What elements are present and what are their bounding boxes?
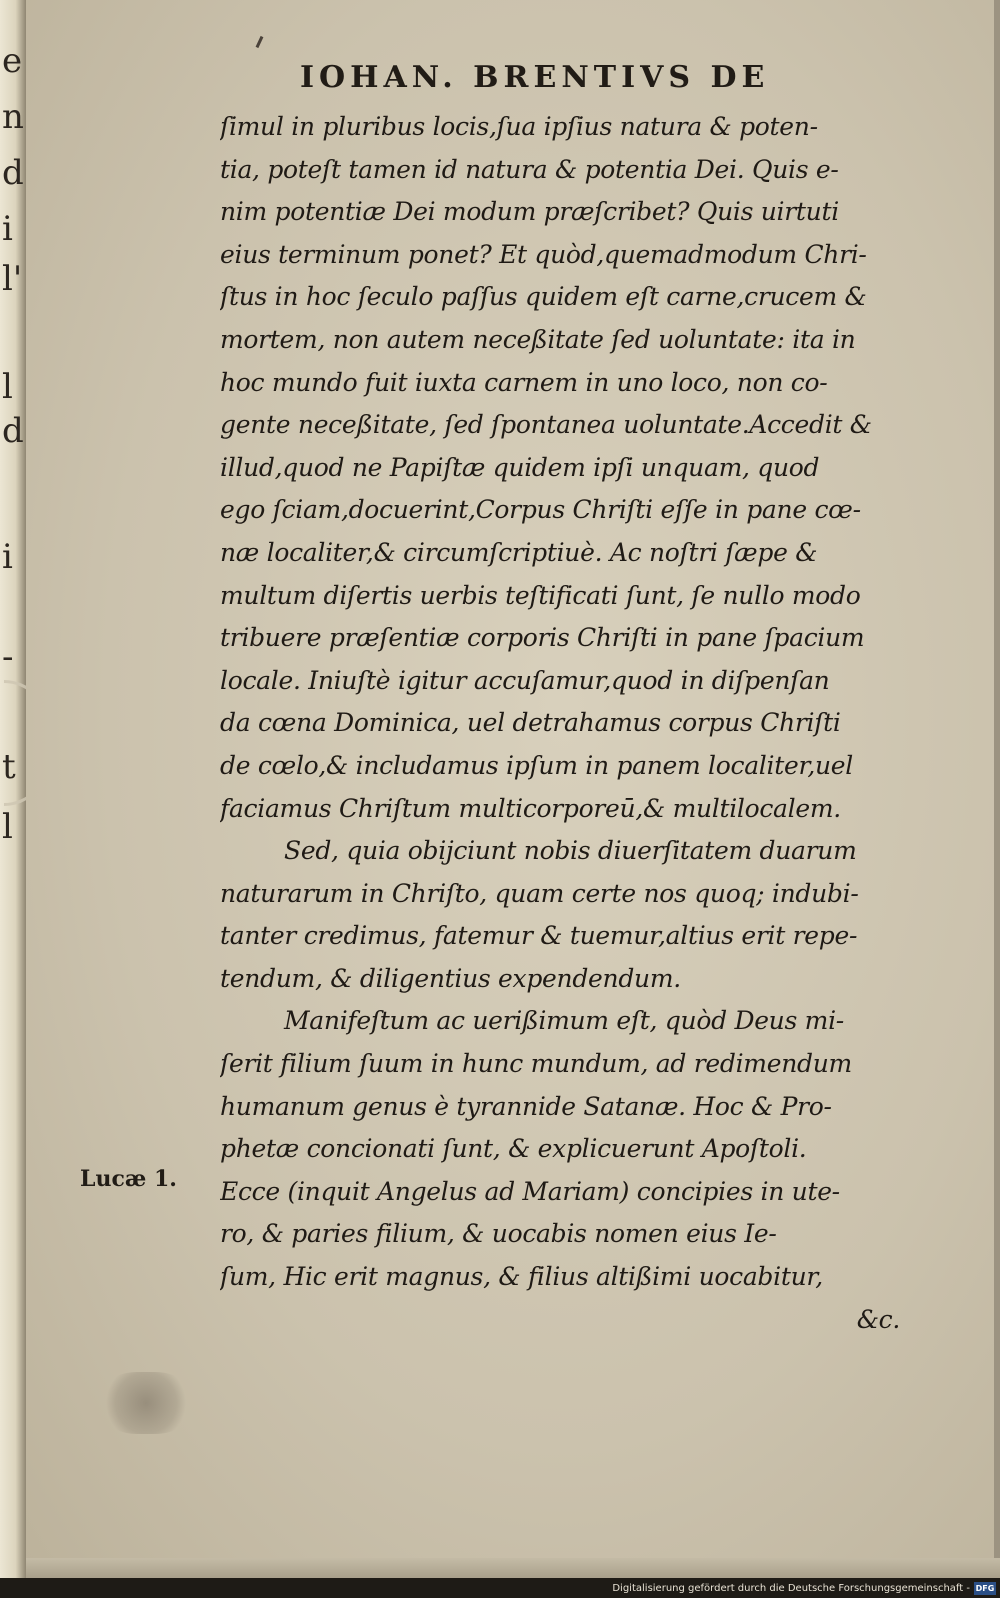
text-line: illud,quod ne Papiſtæ quidem ipſi unquam, quod (220, 452, 820, 482)
edge-char: e (2, 41, 23, 81)
text-line: tanter credimus, fatemur & tuemur,altius erit repe- (220, 921, 858, 951)
text-line: tendum, & diligentius expendendum. (220, 963, 681, 993)
paragraph-start-line: Sed, quia obijciunt nobis diuerſitatem duarum (284, 836, 857, 866)
body-text (220, 106, 900, 1341)
text-line: eius terminum ponet? Et quòd,quemadmodum Chri- (220, 239, 867, 269)
stray-ink-mark (256, 36, 264, 48)
text-line: næ localiter,& circumſcriptiuè. Ac noſtri ſæpe & (220, 537, 818, 567)
text-line: da cœna Dominica, uel detrahamus corpus Chriſti (220, 708, 841, 738)
text-line: naturarum in Chriſto, quam certe nos quoq; indubi- (220, 878, 859, 908)
paragraph-start-line: Manifeſtum ac uerißimum eſt, quòd Deus mi- (284, 1006, 844, 1036)
edge-char: l' (2, 259, 23, 299)
edge-char: l (2, 807, 13, 847)
text-line: humanum genus è tyrannide Satanæ. Hoc & Pro- (220, 1091, 832, 1121)
text-line: ſimul in pluribus locis,ſua ipſius natura & poten- (220, 112, 818, 141)
dfg-logo-icon: DFG (975, 1584, 995, 1593)
edge-char: i (2, 209, 13, 249)
running-head: IOHAN. BRENTIVS DE (300, 60, 770, 95)
library-stamp (100, 1372, 192, 1434)
digitization-credit: Digitalisierung gefördert durch die Deutsche Forschungsgemeinschaft - (612, 1583, 970, 1594)
closing-line: &c. (856, 1304, 900, 1334)
edge-char: i (2, 537, 13, 577)
text-line: ego ſciam,docuerint,Corpus Chriſti eſſe in pane cœ- (220, 495, 861, 525)
text-line: ſerit filium ſuum in hunc mundum, ad redimendum (220, 1049, 852, 1079)
text-line: de cœlo,& includamus ipſum in panem localiter,uel (220, 750, 853, 780)
text-line: Ecce (inquit Angelus ad Mariam) concipies in ute- (220, 1176, 840, 1206)
edge-char: n (2, 97, 24, 137)
text-line: ſum, Hic erit magnus, & filius altißimi uocabitur, (220, 1262, 823, 1292)
text-line: tia, poteſt tamen id natura & potentia Dei. Quis e- (220, 154, 839, 184)
text-line: ſtus in hoc ſeculo paſſus quidem eſt carne,crucem & (220, 282, 867, 312)
edge-char: t (2, 747, 16, 787)
edge-char: l (2, 367, 13, 407)
text-line: ro, & paries filium, & uocabis nomen eius Ie- (220, 1219, 777, 1249)
text-line: locale. Iniuſtè igitur accuſamur,quod in diſpenſan (220, 665, 830, 695)
text-line: tribuere præſentiæ corporis Chriſti in pane ſpacium (220, 623, 865, 653)
text-line: faciamus Chriſtum multicorporeū,& multilocalem. (220, 793, 841, 823)
text-line: hoc mundo fuit iuxta carnem in uno loco, non co- (220, 367, 828, 397)
text-line: nim potentiæ Dei modum præſcribet? Quis uirtuti (220, 197, 839, 227)
text-line: gente neceßitate, ſed ſpontanea uoluntate.Accedit & (220, 410, 872, 440)
edge-char: d (2, 411, 24, 451)
marginal-note: Lucæ 1. (80, 1166, 177, 1192)
footer-bar (0, 1578, 1000, 1598)
text-line: multum diſertis uerbis teſtificati ſunt, ſe nullo modo (220, 580, 861, 610)
page-edge (994, 0, 1000, 1578)
edge-char: d (2, 153, 24, 193)
edge-char: - (2, 637, 14, 677)
text-line: phetæ concionati ſunt, & explicuerunt Apoſtoli. (220, 1134, 807, 1164)
text-line: mortem, non autem neceßitate ſed uoluntate: ita in (220, 324, 856, 354)
page-bottom-edge (26, 1558, 1000, 1578)
